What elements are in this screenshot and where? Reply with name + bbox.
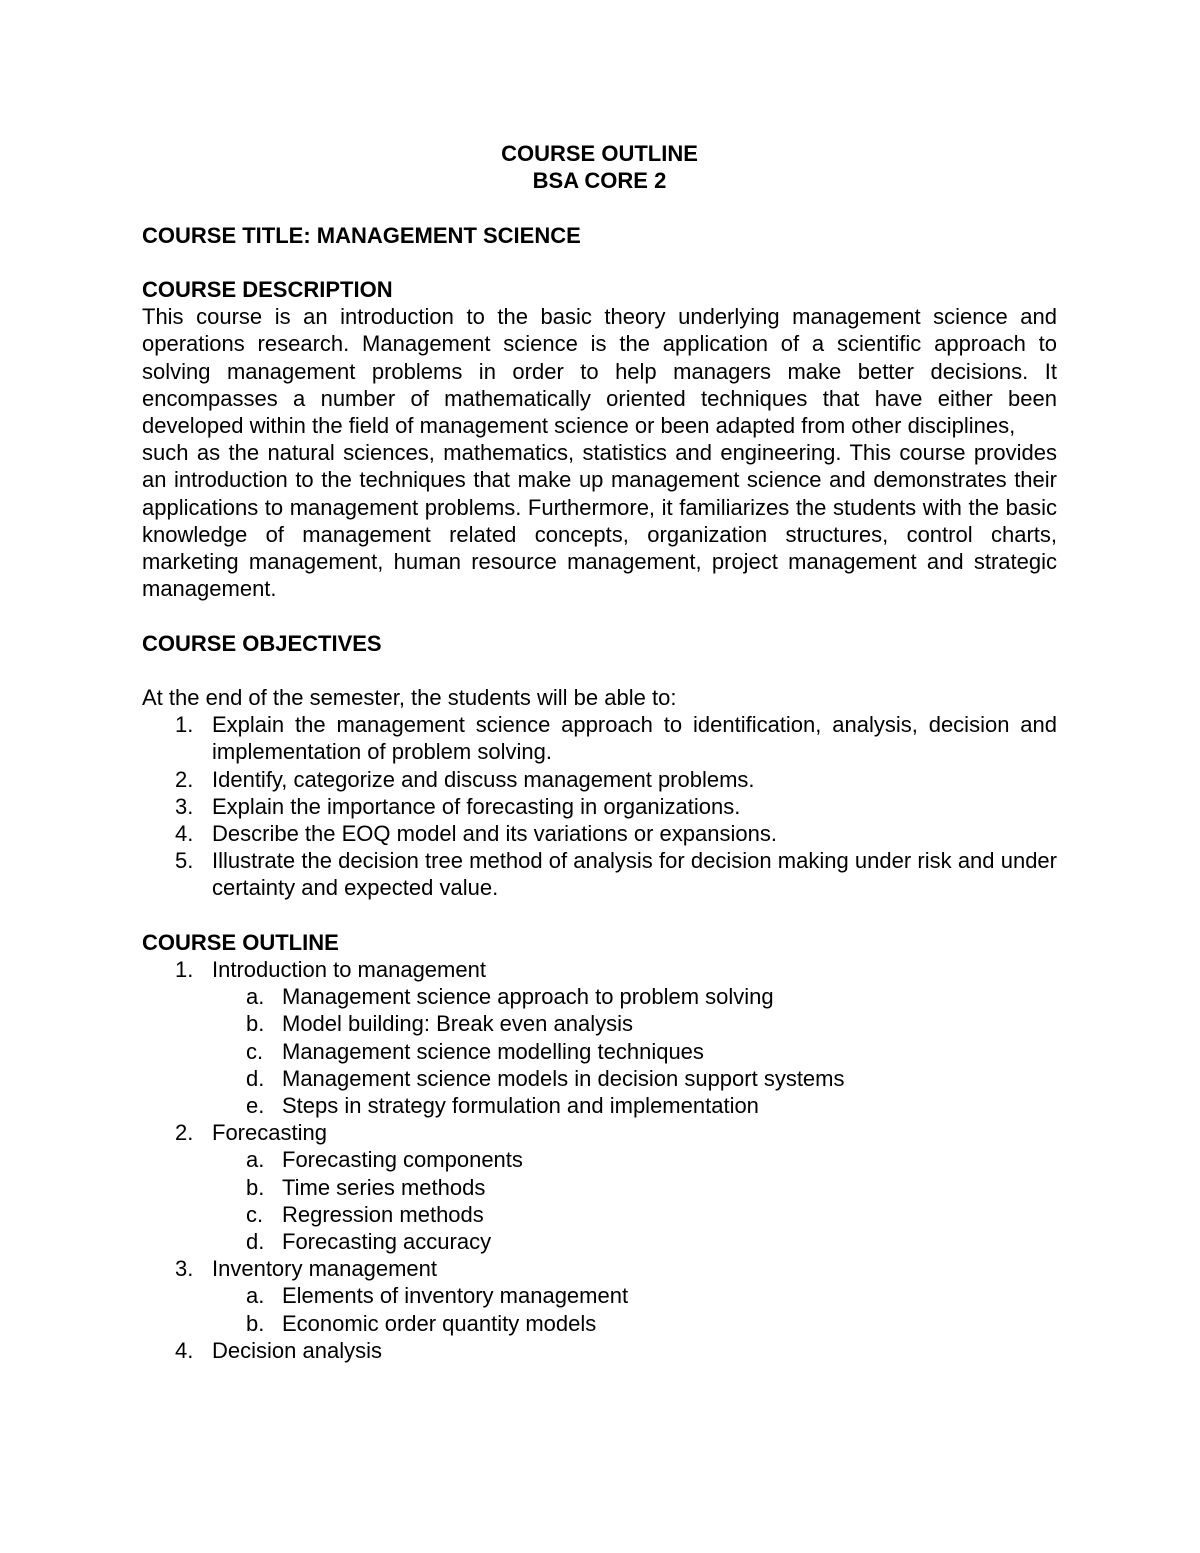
list-marker: a. [246, 1283, 265, 1309]
outline-topic [142, 1337, 1057, 1364]
outline-subtopic [142, 983, 1057, 1010]
outline-topic-row [142, 1255, 1057, 1282]
list-marker: d. [246, 1065, 265, 1091]
objectives-intro: At the end of the semester, the students will be able to: [142, 685, 677, 710]
spacer [142, 902, 1057, 929]
outline-list [142, 956, 1057, 1364]
objective-text: Explain the importance of forecasting in organizations. [212, 793, 741, 819]
description-paragraph-1: This course is an introduction to the basic theory underlying management science and operations research. Management science is the application of a scientific approach to solving management problems in order to help managers make better decisions. It encompasses a number of mathematically oriented techniques that have either been developed within the field of management science or been adapted from other disciplines, [142, 304, 1057, 438]
document-page [142, 140, 1057, 1364]
outline-topic [142, 1255, 1057, 1337]
list-marker: 1. [175, 712, 194, 738]
outline-subtopic [142, 1038, 1057, 1065]
list-marker: 1. [175, 957, 194, 983]
list-marker: d. [246, 1229, 265, 1255]
list-marker: 3. [175, 793, 194, 819]
list-marker: a. [246, 1147, 265, 1173]
list-marker: 2. [175, 1120, 194, 1146]
objective-item [142, 793, 1057, 820]
list-marker: c. [246, 1201, 264, 1227]
outline-topic-text: Inventory management [212, 1256, 438, 1282]
outline-subtopic-text: Management science approach to problem solving [282, 984, 774, 1010]
list-marker: 3. [175, 1256, 194, 1282]
objective-item [142, 847, 1057, 901]
outline-subtopic [142, 1010, 1057, 1037]
list-marker: b. [246, 1011, 265, 1037]
course-title: COURSE TITLE: MANAGEMENT SCIENCE [142, 222, 581, 248]
objectives-heading: COURSE OBJECTIVES [142, 630, 382, 656]
objectives-list [142, 711, 1057, 901]
outline-subtopic-list [142, 983, 1057, 1119]
outline-subtopic [142, 1228, 1057, 1255]
objective-item [142, 711, 1057, 765]
outline-topic-text: Forecasting [212, 1120, 327, 1146]
outline-topic-text: Decision analysis [212, 1337, 382, 1363]
description-heading: COURSE DESCRIPTION [142, 276, 393, 302]
description-paragraph-2: such as the natural sciences, mathematics, statistics and engineering. This course provides an introduction to the techniques that make up management science and demonstrates their applications to management problems. Furthermore, it familiarizes the students with the basic knowledge of management related concepts, organization structures, control charts, marketing management, human resource management, project management and strategic management. [142, 440, 1057, 602]
objective-text: Describe the EOQ model and its variations or expansions. [212, 821, 777, 847]
outline-heading: COURSE OUTLINE [142, 929, 339, 955]
outline-subtopic-text: Model building: Break even analysis [282, 1011, 633, 1037]
outline-subtopic [142, 1092, 1057, 1119]
outline-subtopic-text: Elements of inventory management [282, 1283, 629, 1309]
outline-subtopic [142, 1174, 1057, 1201]
outline-topic-text: Introduction to management [212, 957, 486, 983]
list-marker: e. [246, 1093, 265, 1119]
outline-subtopic-text: Time series methods [282, 1174, 486, 1200]
outline-subtopic [142, 1065, 1057, 1092]
outline-topic [142, 1119, 1057, 1255]
outline-subtopic-text: Management science modelling techniques [282, 1038, 704, 1064]
outline-subtopic-text: Steps in strategy formulation and implementation [282, 1093, 759, 1119]
objective-text: Explain the management science approach to identification, analysis, decision and implementation of problem solving. [212, 712, 1057, 765]
spacer [142, 602, 1057, 629]
outline-subtopic-text: Forecasting components [282, 1147, 523, 1173]
list-marker: a. [246, 984, 265, 1010]
spacer [142, 657, 1057, 684]
list-marker: 4. [175, 1337, 194, 1363]
objective-item [142, 766, 1057, 793]
outline-topic-row [142, 1119, 1057, 1146]
list-marker: 5. [175, 848, 194, 874]
outline-subtopic-list [142, 1146, 1057, 1255]
objective-text: Illustrate the decision tree method of analysis for decision making under risk and under certainty and expected value. [212, 848, 1057, 901]
outline-subtopic [142, 1310, 1057, 1337]
spacer [142, 249, 1057, 276]
list-marker: 2. [175, 766, 194, 792]
list-marker: 4. [175, 821, 194, 847]
outline-topic [142, 956, 1057, 1119]
list-marker: b. [246, 1310, 265, 1336]
outline-subtopic [142, 1201, 1057, 1228]
objective-text: Identify, categorize and discuss management problems. [212, 766, 755, 792]
outline-topic-row [142, 956, 1057, 983]
outline-topic-row [142, 1337, 1057, 1364]
list-marker: c. [246, 1038, 264, 1064]
document-title: COURSE OUTLINE [501, 141, 698, 166]
outline-subtopic-text: Forecasting accuracy [282, 1229, 492, 1255]
list-marker: b. [246, 1174, 265, 1200]
objective-item [142, 820, 1057, 847]
outline-subtopic-list [142, 1282, 1057, 1336]
outline-subtopic [142, 1146, 1057, 1173]
spacer [142, 194, 1057, 221]
outline-subtopic-text: Management science models in decision support systems [282, 1065, 845, 1091]
document-subtitle: BSA CORE 2 [532, 168, 667, 194]
outline-subtopic [142, 1282, 1057, 1309]
outline-subtopic-text: Regression methods [282, 1201, 484, 1227]
outline-subtopic-text: Economic order quantity models [282, 1310, 597, 1336]
